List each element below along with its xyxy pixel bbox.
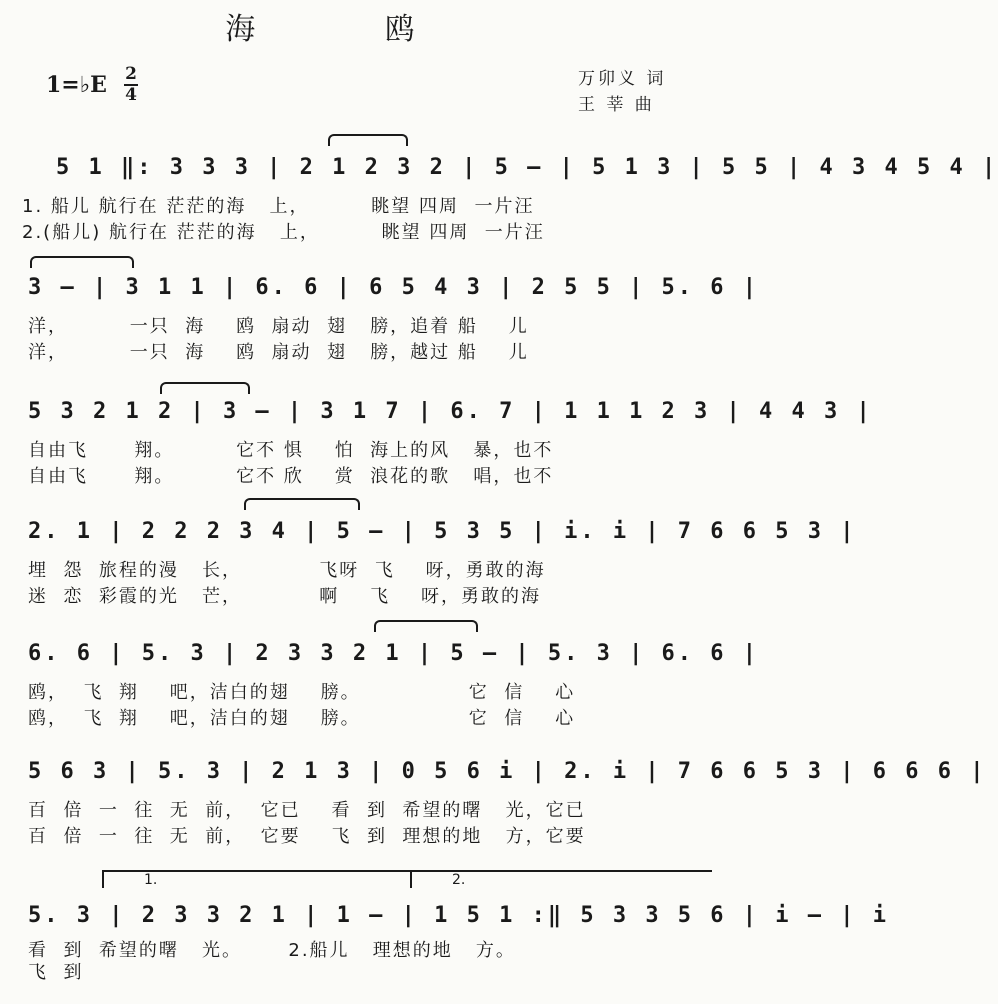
melody-line xyxy=(28,752,986,792)
meter-top: 2 xyxy=(125,64,137,84)
lyric-verse-1: 洋， 一只 海 鸥 扇动 翅 膀，追着 船 儿 xyxy=(28,316,529,337)
music-system-7 xyxy=(0,872,889,1004)
lyric-verse-2: 百 倍 一 往 无 前， 它要 飞 到 理想的地 方，它要 xyxy=(28,826,586,847)
melody-notes: 5 3 2 1 2 | 3 — | 3 1 7 | 6. 7 | 1 1 1 2 3 | 4 4 3 | xyxy=(28,399,873,424)
melody-notes: 5. 3 | 2 3 3 2 1 | 1 — | 1 5 1 :‖ 5 3 3 5 6 | i — | i xyxy=(28,903,889,928)
music-system-3 xyxy=(0,392,873,500)
lyric-verse-1: 鸥， 飞 翔 吧，洁白的翅 膀。 它 信 心 xyxy=(28,682,576,703)
music-system-1 xyxy=(0,148,998,256)
lyricist-credit: 万卯义 词 xyxy=(578,69,667,89)
music-system-6 xyxy=(0,752,987,860)
tie xyxy=(244,498,360,510)
lyric-verse-1: 埋 怨 旅程的漫 长， 飞呀 飞 呀，勇敢的海 xyxy=(28,560,546,581)
melody-notes: 5 1 ‖: 3 3 3 | 2 1 2 3 2 | 5 — | 5 1 3 | 5 5 | 4 3 4 5 4 | xyxy=(56,155,998,180)
melody-notes: 6. 6 | 5. 3 | 2 3 3 2 1 | 5 — | 5. 3 | 6. 6 | xyxy=(28,641,760,666)
lyric-verse-1: 自由飞 翔。 它不 惧 怕 海上的风 暴，也不 xyxy=(28,440,554,461)
time-signature xyxy=(124,66,138,104)
melody-line xyxy=(28,392,873,432)
lyric-verse-1: 1. 船儿 航行在 茫茫的海 上， 眺望 四周 一片汪 xyxy=(22,196,535,217)
music-system-4 xyxy=(0,512,857,620)
melody-notes: 2. 1 | 2 2 2 3 4 | 5 — | 5 3 5 | i. i | 7 6 6 5 3 | xyxy=(28,519,857,544)
tie xyxy=(328,134,408,146)
lyric-verse-2: 自由飞 翔。 它不 欣 赏 浪花的歌 唱，也不 xyxy=(28,466,554,487)
music-system-5 xyxy=(0,634,760,742)
song-title: 海 鸥 xyxy=(225,12,475,47)
lyric-verse-2: 飞 到 xyxy=(28,962,84,983)
lyric-verse-2: 迷 恋 彩霞的光 芒， 啊 飞 呀，勇敢的海 xyxy=(28,586,542,607)
melody-line xyxy=(28,634,759,674)
first-ending-bracket: 1. xyxy=(102,870,444,888)
melody-line xyxy=(28,512,857,552)
lyric-verse-2: 洋， 一只 海 鸥 扇动 翅 膀，越过 船 儿 xyxy=(28,342,529,363)
lyric-verse-1: 百 倍 一 往 无 前， 它已 看 到 希望的曙 光，它已 xyxy=(28,800,586,821)
melody-line xyxy=(28,268,759,308)
melody-line xyxy=(28,896,889,936)
tie xyxy=(30,256,134,268)
music-system-2 xyxy=(0,268,760,376)
composer-credit: 王 莘 曲 xyxy=(578,95,655,115)
lyric-verse-2: 鸥， 飞 翔 吧，洁白的翅 膀。 它 信 心 xyxy=(28,708,576,729)
lyric-verse-2: 2.(船儿) 航行在 茫茫的海 上， 眺望 四周 一片汪 xyxy=(22,222,545,243)
melody-notes: 5 6 3 | 5. 3 | 2 1 3 | 0 5 6 i | 2. i | 7 6 6 5 3 | 6 6 6 | xyxy=(28,759,987,784)
tie xyxy=(374,620,478,632)
lyric-verse-1: 看 到 希望的曙 光。 2.船儿 理想的地 方。 xyxy=(28,940,516,961)
melody-notes: 3 — | 3 1 1 | 6. 6 | 6 5 4 3 | 2 5 5 | 5. 6 | xyxy=(28,275,760,300)
second-ending-bracket: 2. xyxy=(410,870,712,888)
meter-bottom: 4 xyxy=(125,85,137,105)
key-signature: 1=♭E xyxy=(46,72,107,98)
melody-line xyxy=(56,148,998,188)
